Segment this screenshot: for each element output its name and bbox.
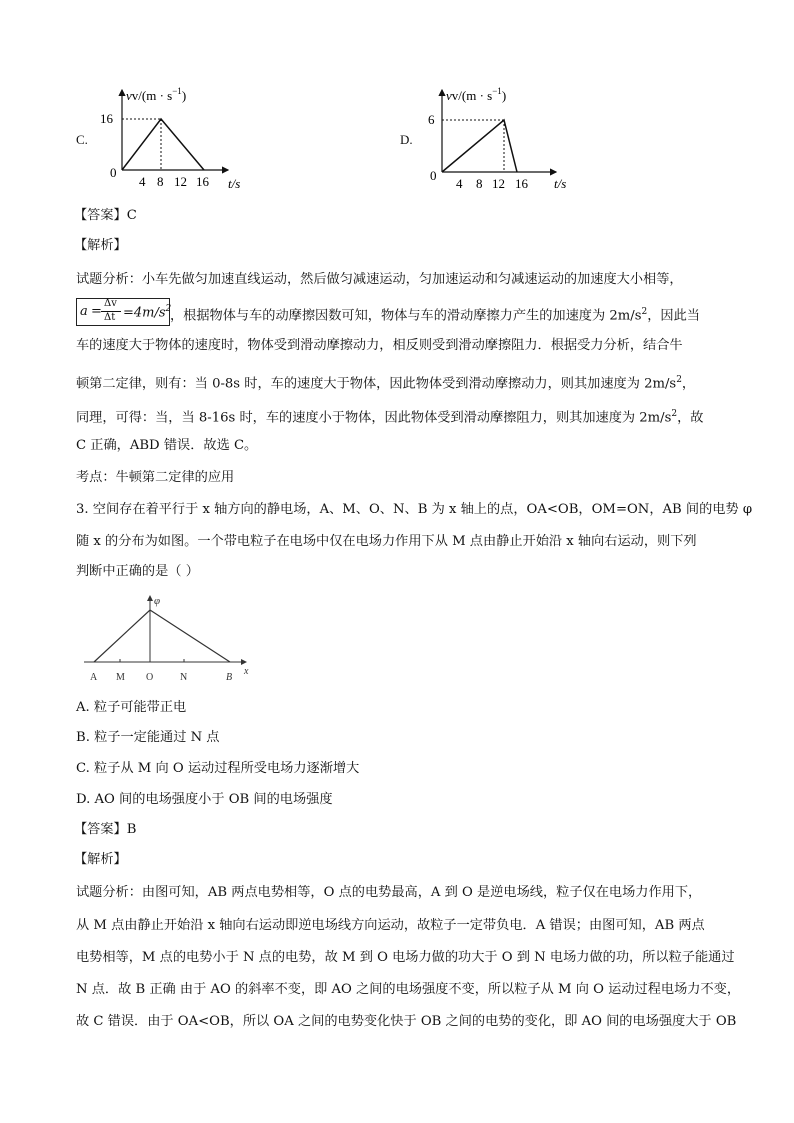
q2-analysis-line: C 正确，ABD 错误．故选 C。 [76, 438, 258, 453]
q2-analysis-line: 试题分析：小车先做匀加速直线运动，然后做匀减速运动，匀加速运动和匀减速运动的加速度大小相等， [76, 272, 683, 287]
q3-point-label: M [116, 672, 125, 683]
graph-c-vt [100, 82, 260, 192]
q3-point-label: N [180, 672, 188, 683]
q2-acceleration-formula: a = Δv Δt $=4m/s^2$ [76, 298, 170, 326]
q3-analysis-line: 从 M 点由静止开始沿 x 轴向右运动即逆电场线方向运动，故粒子一定带负电．A 错误；由图可知，AB 两点 [76, 918, 705, 933]
graph-c-origin: 0 [110, 165, 117, 180]
q3-stem: 判断中正确的是（ ） [76, 564, 199, 579]
q3-option-c: C. 粒子从 M 向 O 运动过程所受电场力逐渐增大 [76, 761, 360, 776]
graph-d-x-tick: 4 [456, 176, 463, 191]
graph-c-x-tick: 8 [157, 174, 164, 189]
graph-c-y-tick: 16 [100, 111, 113, 126]
graph-d-origin: 0 [430, 168, 437, 183]
option-c-label: C. [76, 132, 88, 147]
q3-stem: 随 x 的分布为如图。一个带电粒子在电场中仅在电场力作用下从 M 点由静止开始沿 x 轴向右运动，则下列 [76, 534, 697, 549]
q3-option-a: A. 粒子可能带正电 [76, 700, 187, 715]
q3-analysis-line: 试题分析：由图可知，AB 两点电势相等，O 点的电势最高，A 到 O 是逆电场线，粒子仅在电场力作用下， [76, 885, 702, 900]
q3-point-label: B [226, 672, 233, 683]
graph-c-x-label: t/s [228, 176, 241, 191]
graph-d-line [442, 120, 517, 172]
graph-d-x-tick: 16 [515, 176, 528, 191]
q3-option-b: B. 粒子一定能通过 N 点 [76, 730, 220, 745]
graph-d-y-tick: 6 [428, 112, 435, 127]
graph-d-y-label: $vv/(m \cdot s^{-1})$ [446, 86, 507, 103]
graph-d-x-tick: 12 [492, 176, 505, 191]
q3-analysis-line: 故 C 错误．由于 OA<OB，所以 OA 之间的电势变化快于 OB 之间的电势的变化，即 AO 间的电场强度大于 OB [76, 1014, 737, 1029]
graph-d-x-tick: 8 [476, 176, 483, 191]
graph-c-line [122, 119, 204, 170]
q3-answer: 【答案】B [74, 822, 137, 837]
q3-analysis-line: 电势相等，M 点的电势小于 N 点的电势，故 M 到 O 电场力做的功大于 O 到 N 电场力做的功，所以粒子能通过 [76, 950, 735, 965]
graph-c-x-tick: 4 [139, 174, 146, 189]
graph-d-x-label: t/s [554, 176, 567, 191]
q3-y-label: φ [154, 595, 161, 607]
graph-c-x-tick: 12 [174, 174, 187, 189]
graph-d-vt [424, 82, 584, 192]
graph-c-y-label: $vv/(m \cdot s^{-1})$ [126, 86, 187, 103]
q3-point-label: O [146, 672, 154, 683]
q3-stem: 3. 空间存在着平行于 x 轴方向的静电场，A、M、O、N、B 为 x 轴上的点，OA<OB，OM=ON，AB 间的电势 φ [76, 502, 753, 517]
q3-potential-graph [78, 588, 258, 688]
q2-analysis-head: 【解析】 [74, 238, 127, 253]
q3-option-d: D. AO 间的电场强度小于 OB 间的电场强度 [76, 792, 333, 807]
q2-analysis-line: ，根据物体与车的动摩擦因数可知，物体与车的滑动摩擦力产生的加速度为 $2m/s^2$，因此当 [170, 307, 700, 324]
q2-analysis-line: 车的速度大于物体的速度时，物体受到滑动摩擦动力，相反则受到滑动摩擦阻力．根据受力分析，结合牛 [76, 338, 683, 353]
q3-analysis-line: N 点．故 B 正确 由于 AO 的斜率不变，即 AO 之间的电场强度不变，所以粒子从 M 向 O 运动过程电场力不变， [76, 982, 741, 997]
q3-potential-line [94, 610, 230, 662]
graph-c-x-tick: 16 [196, 174, 209, 189]
q2-answer: 【答案】C [74, 208, 137, 223]
q2-kaodian: 考点：牛顿第二定律的应用 [76, 470, 235, 485]
q3-x-label: x [244, 666, 249, 677]
q3-analysis-head: 【解析】 [74, 852, 127, 867]
option-d-label: D. [400, 132, 413, 147]
q3-point-label: A [90, 672, 98, 683]
q2-analysis-line: 顿第二定律，则有：当 0-8s 时，车的速度大于物体，因此物体受到滑动摩擦动力，则其加速度为 $2m/s^2$， [76, 375, 696, 392]
q2-analysis-line: 同理，可得：当，当 8-16s 时，车的速度小于物体，因此物体受到滑动摩擦阻力，则其加速度为 $2m/s^2$，故 [76, 409, 704, 426]
